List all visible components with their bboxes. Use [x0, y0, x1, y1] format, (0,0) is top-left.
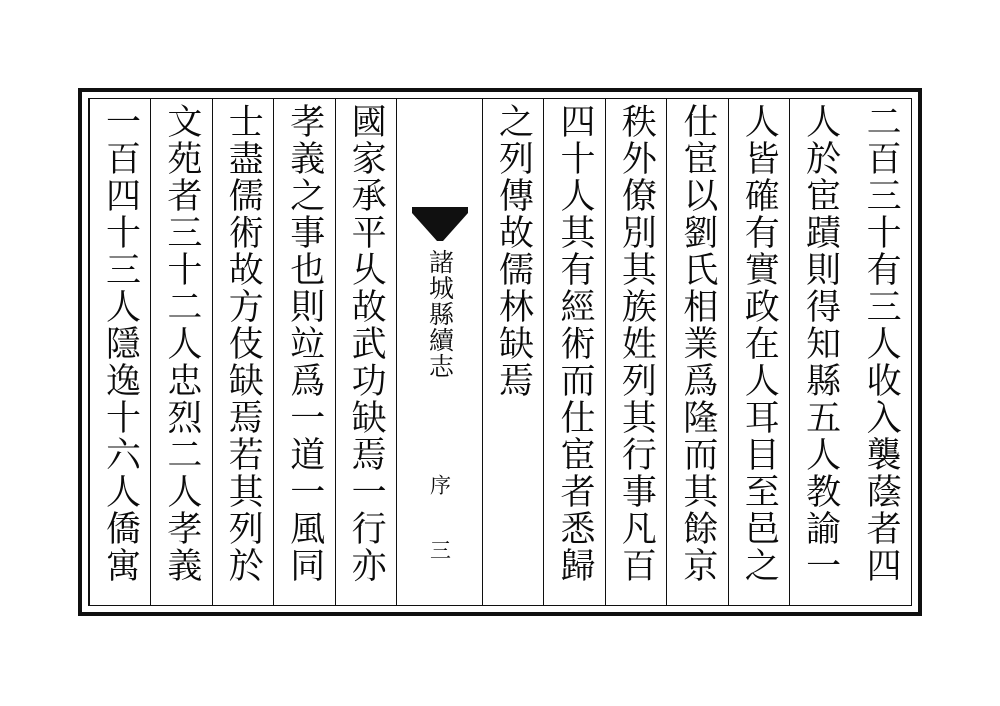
page-border-outer: [78, 88, 922, 616]
center-banxin-column: [396, 99, 482, 605]
fish-tail-icon: [412, 207, 468, 241]
text-column: [89, 99, 150, 605]
page-number: 三: [427, 539, 452, 560]
column-text: 一百四十三人隱逸十六人僑寓: [100, 103, 141, 584]
text-column-grid: [89, 99, 911, 605]
column-text: 秩外僚別其族姓列其行事凡百: [616, 103, 657, 584]
text-column: [543, 99, 604, 605]
text-column: [482, 99, 543, 605]
text-column: [728, 99, 789, 605]
text-column: [605, 99, 666, 605]
book-title: 諸城縣續志: [425, 249, 455, 379]
text-column: [666, 99, 727, 605]
column-text: 仕宦以劉氏相業爲隆而其餘京: [677, 103, 718, 584]
column-text: 人於宦蹟則得知縣五人教諭一: [800, 103, 841, 584]
column-text: 文苑者三十二人忠烈二人孝義: [161, 103, 202, 584]
text-column: [335, 99, 396, 605]
text-column: [273, 99, 334, 605]
column-text: 國家承平乆故武功缺焉一行亦: [346, 103, 387, 584]
column-text: 之列傳故儒林缺焉: [493, 103, 534, 399]
text-column: [789, 99, 850, 605]
column-text: 孝義之事也則竝爲一道一風同: [284, 103, 325, 584]
column-text: 人皆確有實政在人耳目至邑之: [739, 103, 780, 584]
text-column: [150, 99, 211, 605]
column-text: 四十人其有經術而仕宦者悉歸: [554, 103, 595, 584]
section-label: 序: [427, 474, 452, 495]
column-text: 士盡儒術故方伎缺焉若其列於: [223, 103, 264, 584]
text-column: [851, 99, 911, 605]
text-column: [212, 99, 273, 605]
column-text: 二百三十有三人收入襲蔭者四: [861, 103, 902, 584]
